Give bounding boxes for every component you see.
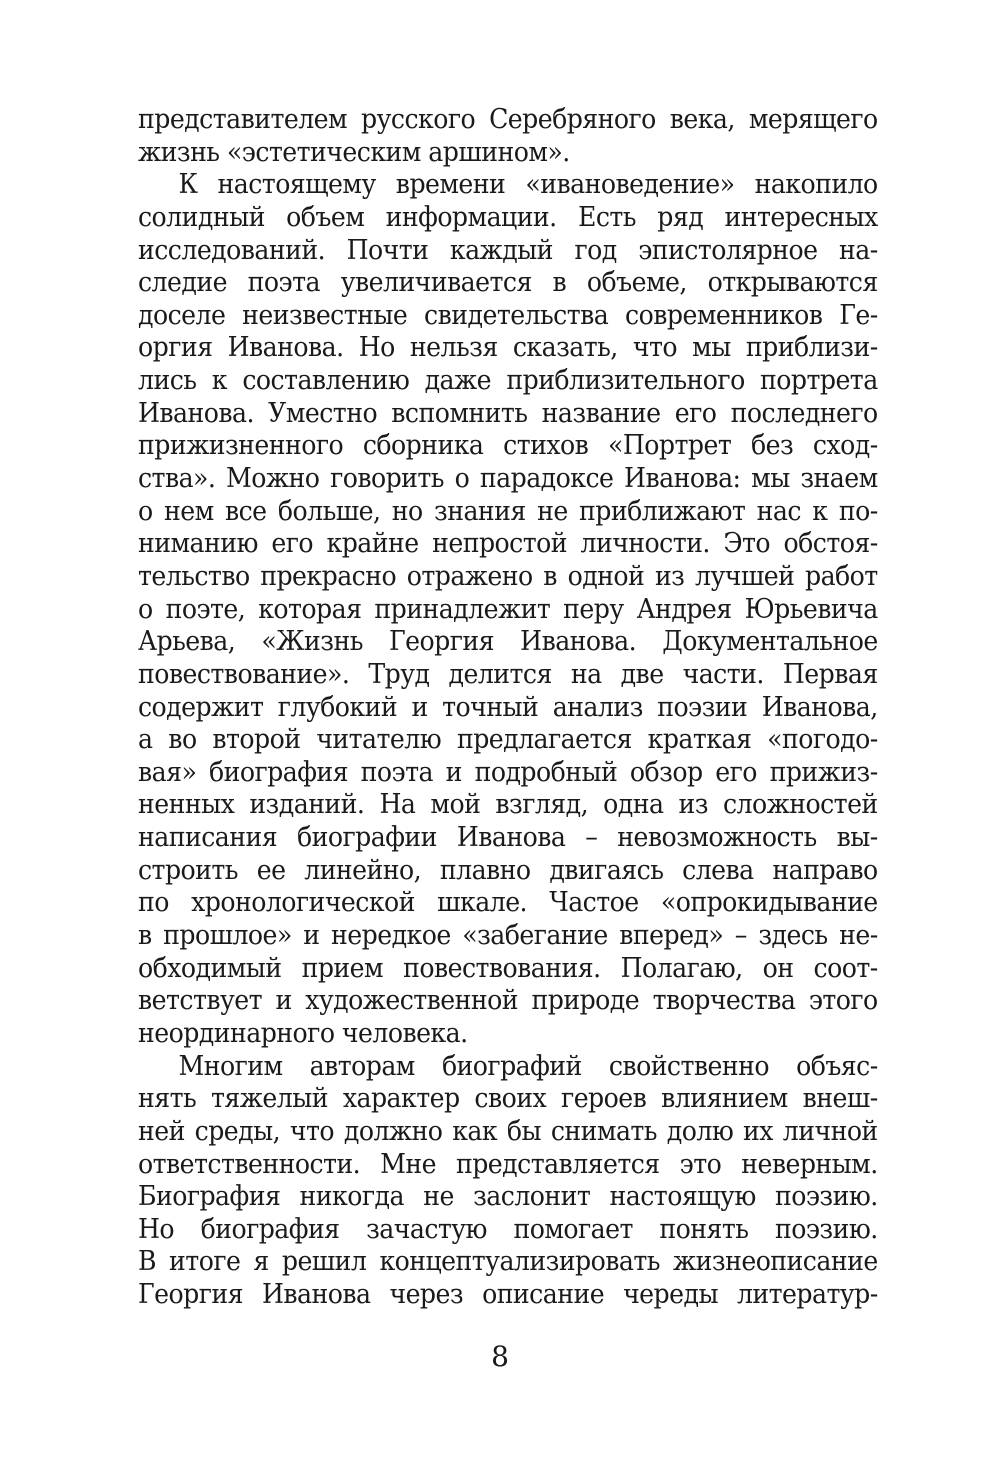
text-line: обходимый прием повествования. Полагаю, он соот- [138, 952, 878, 984]
text-line: строить ее линейно, плавно двигаясь слева направо [138, 854, 878, 886]
text-line: представителем русского Серебряного века, мерящего [138, 104, 878, 135]
text-line: неординарного человека. [138, 1017, 468, 1049]
text-line: Арьева, «Жизнь Георгия Иванова. Документальное [138, 626, 878, 658]
text-line: нять тяжелый характер своих героев влиянием внеш- [138, 1083, 878, 1115]
text-line: Биография никогда не заслонит настоящую поэзию. [138, 1181, 878, 1213]
text-line: ней среды, что должно как бы снимать долю их личной [138, 1115, 878, 1147]
text-line: написания биографии Иванова – невозможность вы- [138, 822, 878, 854]
page-number: 8 [491, 1340, 509, 1373]
text-line: прижизненного сборника стихов «Портрет без сход- [138, 430, 878, 462]
paragraph-1 [138, 104, 878, 169]
text-line: В итоге я решил концептуализировать жизнеописание [138, 1246, 878, 1278]
text-line: Иванова. Уместно вспомнить название его последнего [138, 397, 878, 429]
text-line: исследований. Почти каждый год эпистолярное на- [138, 234, 878, 266]
text-line: доселе неизвестные свидетельства современников Ге- [138, 299, 878, 331]
paragraph-3 [138, 1051, 878, 1312]
text-line: ства». Можно говорить о парадоксе Иванова: мы знаем [138, 463, 878, 495]
paragraph-2 [138, 169, 878, 1050]
text-line: солидный объем информации. Есть ряд интересных [138, 201, 878, 233]
text-line: о нем все больше, но знания не приближают нас к по- [138, 495, 878, 527]
text-line: К настоящему времени «ивановедение» накопило [178, 169, 878, 201]
text-line: оргия Иванова. Но нельзя сказать, что мы приблизи- [138, 332, 878, 364]
text-line: лись к составлению даже приблизительного портрета [138, 365, 878, 397]
text-line: содержит глубокий и точный анализ поэзии Иванова, [138, 691, 878, 723]
text-line: а во второй читателю предлагается краткая «погодо- [138, 724, 878, 756]
text-line: повествование». Труд делится на две части. Первая [138, 658, 878, 690]
text-line: ниманию его крайне непростой личности. Это обстоя- [138, 528, 878, 560]
body-text [138, 104, 878, 1312]
text-line: жизнь «эстетическим аршином». [138, 136, 570, 168]
text-line: Георгия Иванова через описание череды литератур- [138, 1279, 878, 1311]
text-line: тельство прекрасно отражено в одной из лучшей работ [138, 560, 878, 592]
text-line: вая» биография поэта и подробный обзор его прижиз- [138, 756, 878, 788]
text-line: Но биография зачастую помогает понять поэзию. [138, 1213, 878, 1245]
text-line: следие поэта увеличивается в объеме, открываются [138, 267, 878, 299]
text-line: в прошлое» и нередкое «забегание вперед» – здесь не- [138, 920, 878, 952]
text-line: о поэте, которая принадлежит перу Андрея Юрьевича [138, 593, 878, 625]
text-line: ненных изданий. На мой взгляд, одна из сложностей [138, 789, 878, 821]
text-line: по хронологической шкале. Частое «опрокидывание [138, 887, 878, 919]
text-line: ветствует и художественной природе творчества этого [138, 985, 878, 1017]
text-line: Многим авторам биографий свойственно объяс- [178, 1050, 878, 1082]
text-line: ответственности. Мне представляется это неверным. [138, 1148, 878, 1180]
